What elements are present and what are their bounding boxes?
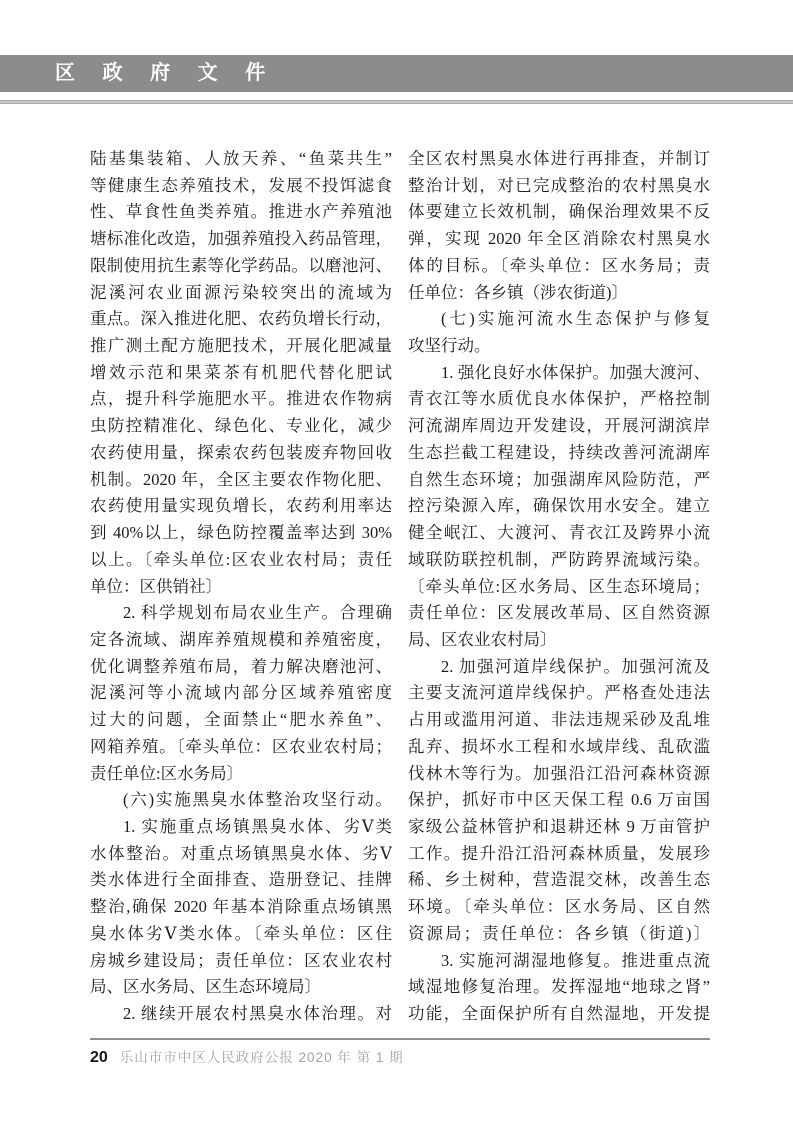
text-line: 等健康生态养殖技术，发展不投饵滤食 (90, 175, 392, 195)
text-line: (七)实施河流水生态保护与修复 (441, 309, 710, 329)
text-line: 工作。提升沿江沿河森林质量，发展珍 (408, 843, 710, 863)
text-line: 体要建立长效机制，确保治理效果不反 (408, 202, 710, 222)
text-line: 推广测土配方施肥技术，开展化肥减量 (90, 336, 392, 356)
text-line: 2. 加强河道岸线保护。加强河流及 (441, 656, 710, 676)
text-line: 自然生态环境；加强湖库风险防范，严 (408, 469, 710, 489)
text-line: 定各流域、湖库养殖规模和养殖密度， (90, 629, 392, 649)
text-line: 过大的问题，全面禁止“肥水养鱼”、 (90, 710, 392, 730)
text-line: 生态拦截工程建设，持续改善河流湖库 (408, 442, 710, 462)
text-line: 攻坚行动。 (408, 336, 491, 356)
text-line: 1. 强化良好水体保护。加强大渡河、 (441, 362, 710, 382)
text-line: 性、草食性鱼类养殖。推进水产养殖池 (90, 202, 392, 222)
text-line: 农药使用量，探索农药包装废弃物回收 (90, 442, 392, 462)
text-line: 域湿地修复治理。发挥湿地“地球之肾” (408, 977, 710, 997)
text-line: 河流湖库周边开发建设，开展河湖滨岸 (408, 416, 710, 436)
text-line: 重点。深入推进化肥、农药负增长行动， (90, 309, 392, 329)
text-line: 限制使用抗生素等化学药品。以磨池河、 (90, 255, 392, 275)
text-line: 健全岷江、大渡河、青衣江及跨界小流 (408, 523, 710, 543)
column-left (90, 146, 392, 1028)
section-header-title: 区 政 府 文 件 (55, 62, 277, 84)
text-line: 资源局；责任单位：各乡镇（街道)〕 (408, 923, 710, 943)
text-line: 增效示范和果菜茶有机肥代替化肥试 (90, 362, 392, 382)
text-line: 2. 科学规划布局农业生产。合理确 (123, 603, 392, 623)
text-line: 塘标准化改造，加强养殖投入药品管理， (90, 229, 392, 249)
text-line: 到 40%以上，绿色防控覆盖率达到 30% (90, 523, 392, 543)
text-line: 功能，全面保护所有自然湿地，开发提 (408, 1004, 710, 1023)
text-line: 优化调整养殖布局，着力解决磨池河、 (90, 656, 392, 676)
text-line: 控污染源入库，确保饮用水安全。建立 (408, 496, 710, 516)
text-line: 责任单位:区水务局〕 (90, 763, 244, 783)
text-line: 家级公益林管护和退耕还林 9 万亩管护 (408, 816, 710, 836)
text-line: 以上。〔牵头单位:区农业农村局；责任 (90, 549, 392, 569)
text-line: 点，提升科学施肥水平。推进农作物病 (90, 389, 392, 409)
text-line: 乱弃、损坏水工程和水域岸线、乱砍滥 (408, 736, 710, 756)
section-header-bar (0, 55, 793, 92)
text-line: 泥溪河等小流域内部分区域养殖密度 (90, 683, 392, 703)
text-line: 水体整治。对重点场镇黑臭水体、劣Ⅴ (90, 843, 392, 863)
text-line: 单位：区供销社〕 (90, 576, 222, 596)
text-line: 类水体进行全面排查、造册登记、挂牌 (90, 870, 392, 890)
text-line: 局、区农业农村局〕 (408, 629, 557, 649)
text-line: 全区农村黑臭水体进行再排查，并制订 (408, 149, 710, 168)
text-line: 伐林木等行为。加强沿江沿河森林资源 (408, 763, 710, 783)
text-line: 整治,确保 2020 年基本消除重点场镇黑 (90, 897, 392, 917)
text-line: 体的目标。〔牵头单位：区水务局；责 (408, 255, 710, 275)
text-line: 虫防控精准化、绿色化、专业化，减少 (90, 416, 392, 436)
text-line: 泥溪河农业面源污染较突出的流域为 (90, 282, 392, 302)
text-line: 整治计划，对已完成整治的农村黑臭水 (408, 175, 710, 195)
text-line: 1. 实施重点场镇黑臭水体、劣Ⅴ类 (123, 816, 392, 836)
footer-rule (90, 1038, 710, 1040)
text-line: 3. 实施河湖湿地修复。推进重点流 (441, 950, 710, 970)
text-line: 陆基集装箱、人放天养、“鱼菜共生” (90, 149, 392, 168)
text-line: 局、区水务局、区生态环境局〕 (90, 977, 321, 997)
text-line: 保护，抓好市中区天保工程 0.6 万亩国 (408, 790, 710, 810)
text-line: 弹，实现 2020 年全区消除农村黑臭水 (408, 229, 710, 249)
text-line: 2. 继续开展农村黑臭水体治理。对 (123, 1004, 392, 1023)
text-line: 机制。2020 年，全区主要农作物化肥、 (90, 469, 392, 489)
text-line: 房城乡建设局；责任单位：区农业农村 (90, 950, 392, 970)
text-line: 域联防联控机制，严防跨界流域污染。 (408, 549, 710, 569)
text-line: 青衣江等水质优良水体保护，严格控制 (408, 389, 710, 409)
text-line: 责任单位：区发展改革局、区自然资源 (408, 603, 710, 623)
footer (90, 1046, 710, 1067)
document-body (90, 146, 710, 1028)
footer-journal-title: 乐山市市中区人民政府公报 2020 年 第 1 期 (119, 1050, 404, 1065)
footer-page-number: 20 (90, 1049, 108, 1066)
text-line: 占用或滥用河道、非法违规采砂及乱堆 (408, 710, 710, 730)
text-line: 主要支流河道岸线保护。严格查处违法 (408, 683, 710, 703)
text-line: 农药使用量实现负增长，农药利用率达 (90, 496, 392, 516)
text-line: 稀、乡土树种，营造混交林，改善生态 (408, 870, 710, 890)
text-line: 网箱养殖。〔牵头单位：区农业农村局； (90, 736, 392, 756)
text-line: 〔牵头单位:区水务局、区生态环境局； (408, 576, 710, 596)
text-line: 任单位：各乡镇（涉农街道)〕 (408, 282, 628, 302)
text-line: 臭水体劣Ⅴ类水体。〔牵头单位：区住 (90, 923, 392, 943)
text-line: (六)实施黑臭水体整治攻坚行动。 (123, 790, 392, 810)
column-right (408, 146, 710, 1028)
header-divider-rule (0, 100, 793, 104)
text-line: 环境。〔牵头单位：区水务局、区自然 (408, 897, 710, 917)
